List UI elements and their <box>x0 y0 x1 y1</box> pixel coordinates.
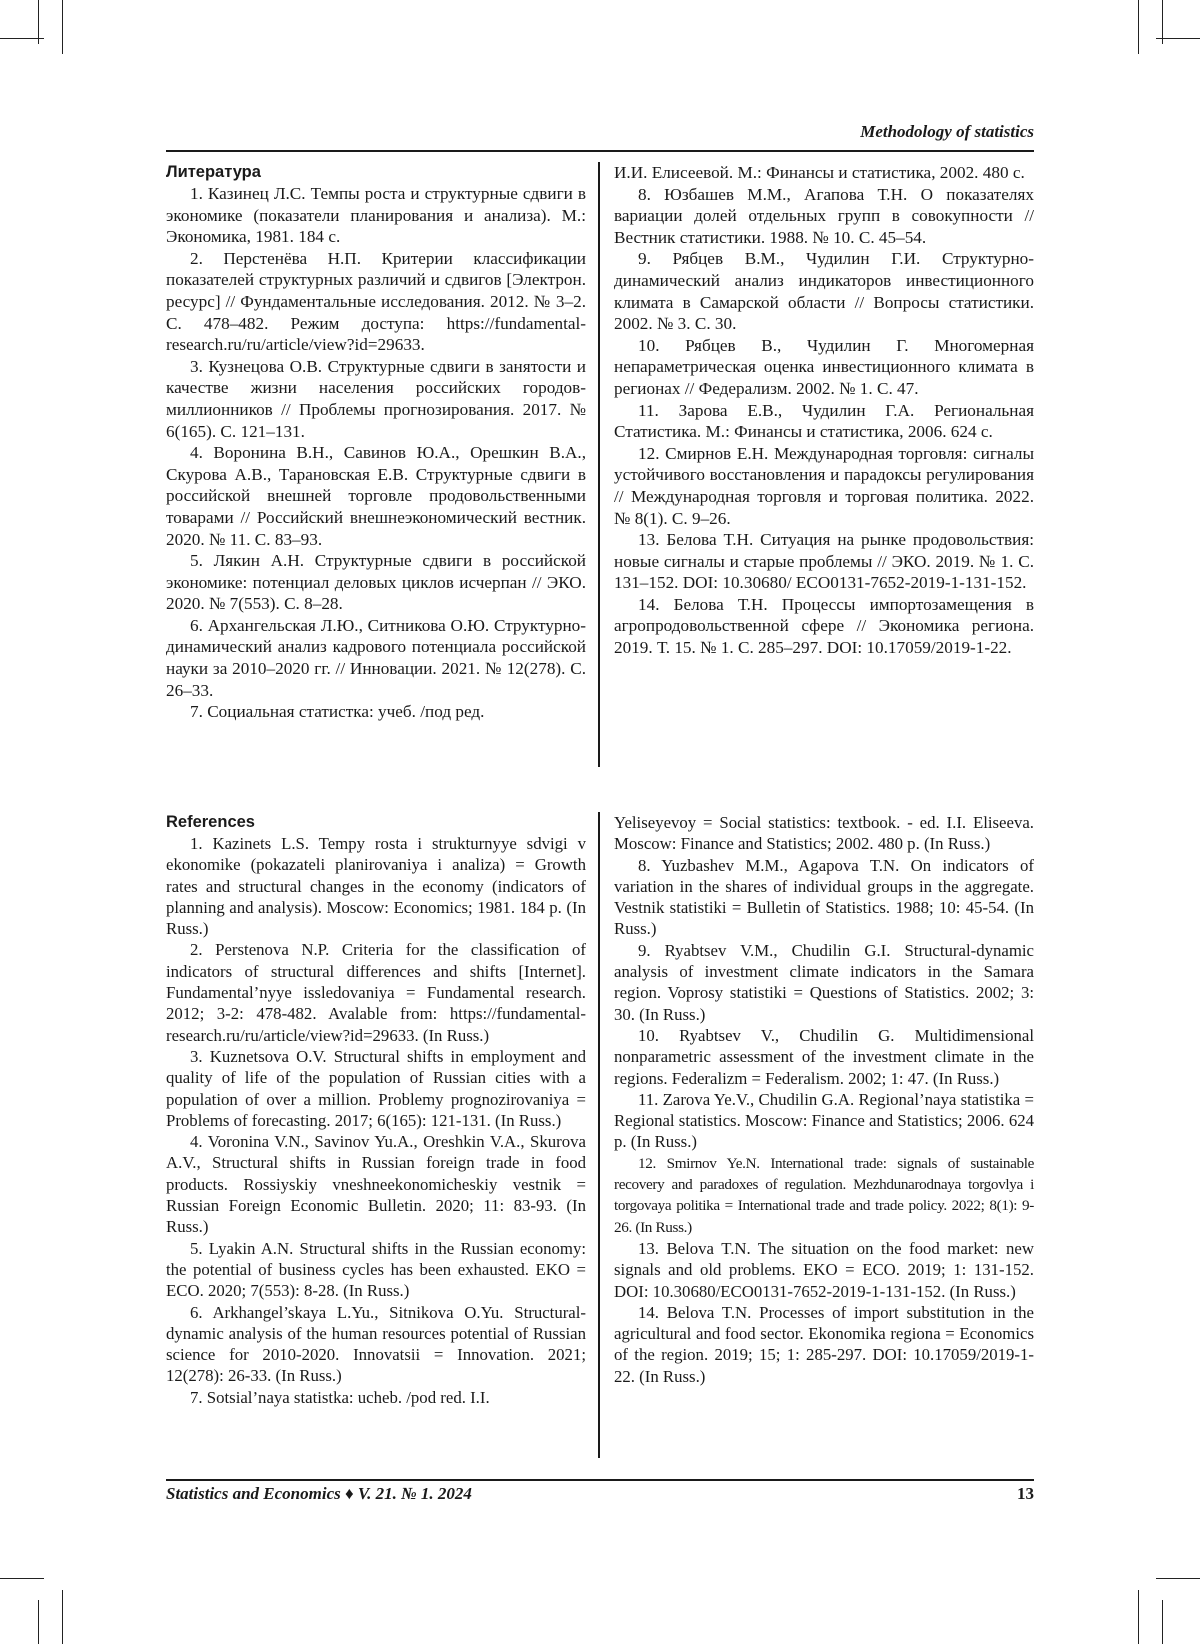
crop-mark <box>1138 0 1139 54</box>
ref-en-2: 2. Perstenova N.P. Criteria for the classification of indicators of structural differences and shifts [Internet]. Fundamental’nyye issledovaniya = Fundamental research. 2012; 3-2: 478-482. Avalable from: https://fundamental-research.ru/ru/article/view?id=29633. (In Russ.) <box>166 940 586 1045</box>
ref-ru-4: 4. Воронина В.Н., Савинов Ю.А., Орешкин В.А., Скурова А.В., Тарановская Е.В. Структурные сдвиги в российской внешней торговле продовольственными товарами // Российский внешнеэкономический вестник. 2020. № 11. С. 83–93. <box>166 443 586 549</box>
ref-en-13: 13. Belova T.N. The situation on the food market: new signals and old problems. EKO = ECO. 2019; 1: 131-152. DOI: 10.30680/ECO0131-7652-2019-1-131-152. (In Russ.) <box>614 1238 1034 1301</box>
crop-mark <box>1162 1600 1163 1644</box>
ref-ru-1: 1. Казинец Л.С. Темпы роста и структурные сдвиги в экономике (показатели планирования и анализа). М.: Экономика, 1981. 184 с. <box>166 184 586 247</box>
ref-ru-10: 10. Рябцев В., Чудилин Г. Многомерная непараметрическая оценка инвестиционного климата в регионах // Федерализм. 2002. № 1. С. 47. <box>614 335 1034 398</box>
ref-ru-11: 11. Зарова Е.В., Чудилин Г.А. Региональная Статистика. М.: Финансы и статистика, 2006. 624 с. <box>614 400 1034 442</box>
ref-en-4: 4. Voronina V.N., Savinov Yu.A., Oreshkin V.A., Skurova A.V., Structural shifts in Russian foreign trade in food products. Rossiyskiy vneshneekonomicheskiy vestnik = Russian Foreign Economic Bulletin. 2020; 11: 83-93. (In Russ.) <box>166 1132 586 1237</box>
ref-en-10: 10. Ryabtsev V., Chudilin G. Multidimensional nonparametric assessment of the investment climate in the regions. Federalizm = Federalism. 2002; 1: 47. (In Russ.) <box>614 1025 1034 1088</box>
ref-ru-3: 3. Кузнецова О.В. Структурные сдвиги в занятости и качестве жизни населения российских городов-миллионников // Проблемы прогнозирования. 2017. № 6(165). С. 121–131. <box>166 356 586 441</box>
ref-ru-7-continued: И.И. Елисеевой. М.: Финансы и статистика, 2002. 480 с. <box>614 163 1025 182</box>
english-refs-left-column <box>166 812 586 1408</box>
english-refs-right-column <box>614 812 1034 1387</box>
column-divider <box>598 162 600 767</box>
ref-en-5: 5. Lyakin A.N. Structural shifts in the Russian economy: the potential of business cycles has been exhausted. EKO = ECO. 2020; 7(553): 8-28. (In Russ.) <box>166 1238 586 1301</box>
journal-citation: Statistics and Economics ♦ V. 21. № 1. 2024 <box>166 1484 472 1503</box>
ref-en-8: 8. Yuzbashev M.M., Agapova T.N. On indicators of variation in the shares of individual groups in the aggregate. Vestnik statistiki = Bulletin of Statistics. 1988; 10: 45-54. (In Russ.) <box>614 855 1034 939</box>
header-rule <box>166 150 1034 152</box>
ref-en-11: 11. Zarova Ye.V., Chudilin G.A. Regional’naya statistika = Regional statistics. Moscow: Finance and Statistics; 2006. 624 p. (In Russ.) <box>614 1089 1034 1152</box>
ref-en-14: 14. Belova T.N. Processes of import substitution in the agricultural and food sector. Ekonomika regiona = Economics of the region. 2019; 15; 1: 285-297. DOI: 10.17059/2019-1-22. (In Russ.) <box>614 1302 1034 1386</box>
ref-en-7-continued: Yeliseyevoy = Social statistics: textbook. - ed. I.I. Eliseeva. Moscow: Finance and Statistics; 2002. 480 p. (In Russ.) <box>614 813 1034 854</box>
ref-en-1: 1. Kazinets L.S. Tempy rosta i strukturnyye sdvigi v ekonomike (pokazateli planirovaniya i analiza) = Growth rates and structural changes in the economy (indicators of planning and analysis). Moscow: Economics; 1981. 184 p. (In Russ.) <box>166 834 586 939</box>
russian-refs-left-column <box>166 162 586 723</box>
page-number: 13 <box>1017 1484 1034 1503</box>
running-head: Methodology of statistics <box>860 122 1034 141</box>
ref-en-9: 9. Ryabtsev V.M., Chudilin G.I. Structural-dynamic analysis of investment climate indicators in the Samara region. Voprosy statistiki = Questions of Statistics. 2002; 3: 30. (In Russ.) <box>614 940 1034 1024</box>
crop-mark <box>1138 1590 1139 1644</box>
ref-en-7: 7. Sotsial’naya statistka: ucheb. /pod red. I.I. <box>190 1387 490 1407</box>
crop-mark <box>0 1578 44 1579</box>
russian-refs-right-column <box>614 162 1034 659</box>
page-footer <box>166 1484 1034 1504</box>
ref-ru-2: 2. Перстенёва Н.П. Критерии классификации показателей структурных различий и сдвигов [Электрон. ресурс] // Фундаментальные исследования. 2012. № 3–2. С. 478–482. Режим доступа: https://fundamental-research.ru/ru/article/view?id=29633. <box>166 248 586 355</box>
ref-en-12: 12. Smirnov Ye.N. International trade: signals of sustainable recovery and paradoxes of regulation. Mezhdunarodnaya torgovlya i torgovaya politika = International trade and trade policy. 2022; 8(1): 9-26. (In Russ.) <box>614 1154 1034 1236</box>
ref-ru-13: 13. Белова Т.Н. Ситуация на рынке продовольствия: новые сигналы и старые проблемы // ЭКО. 2019. № 1. С. 131–152. DOI: 10.30680/ ECO0131-7652-2019-1-131-152. <box>614 530 1034 593</box>
ref-en-3: 3. Kuznetsova O.V. Structural shifts in employment and quality of life of the population of Russian cities with a population of over a million. Problemy prognozirovaniya = Problems of forecasting. 2017; 6(165): 121-131. (In Russ.) <box>166 1046 586 1130</box>
ref-ru-9: 9. Рябцев В.М., Чудилин Г.И. Структурно-динамический анализ индикаторов инвестиционного климата в Самарской области // Вопросы статистики. 2002. № 3. С. 30. <box>614 249 1034 334</box>
russian-refs-title: Литература <box>166 163 261 181</box>
ref-ru-5: 5. Лякин А.Н. Структурные сдвиги в российской экономике: потенциал деловых циклов исчерпан // ЭКО. 2020. № 7(553). С. 8–28. <box>166 551 586 614</box>
crop-mark <box>62 1590 63 1644</box>
english-refs-title: References <box>166 813 255 831</box>
ref-ru-8: 8. Юзбашев М.М., Агапова Т.Н. О показателях вариации долей отдельных групп в совокупности // Вестник статистики. 1988. № 10. С. 45–54. <box>614 184 1034 247</box>
crop-mark <box>62 0 63 54</box>
ref-en-6: 6. Arkhangel’skaya L.Yu., Sitnikova O.Yu. Structural-dynamic analysis of the human resources potential of Russian science for 2010-2020. Innovatsii = Innovation. 2021; 12(278): 26-33. (In Russ.) <box>166 1302 586 1386</box>
crop-mark <box>1156 1578 1200 1579</box>
crop-mark <box>0 38 44 39</box>
crop-mark <box>38 1600 39 1644</box>
ref-ru-12: 12. Смирнов Е.Н. Международная торговля: сигналы устойчивого восстановления и парадоксы регулирования // Международная торговля и торговая политика. 2022. № 8(1). С. 9–26. <box>614 443 1034 528</box>
crop-mark <box>1156 38 1200 39</box>
footer-rule <box>166 1479 1034 1481</box>
ref-ru-6: 6. Архангельская Л.Ю., Ситникова О.Ю. Структурно-динамический анализ кадрового потенциала российской науки за 2010–2020 гг. // Инновации. 2021. № 12(278). С. 26–33. <box>166 615 586 700</box>
ref-ru-7: 7. Социальная статистка: учеб. /под ред. <box>190 702 485 722</box>
ref-ru-14: 14. Белова Т.Н. Процессы импортозамещения в агропродовольственной сфере // Экономика региона. 2019. Т. 15. № 1. С. 285–297. DOI: 10.17059/2019-1-22. <box>614 594 1034 658</box>
column-divider <box>598 812 600 1458</box>
